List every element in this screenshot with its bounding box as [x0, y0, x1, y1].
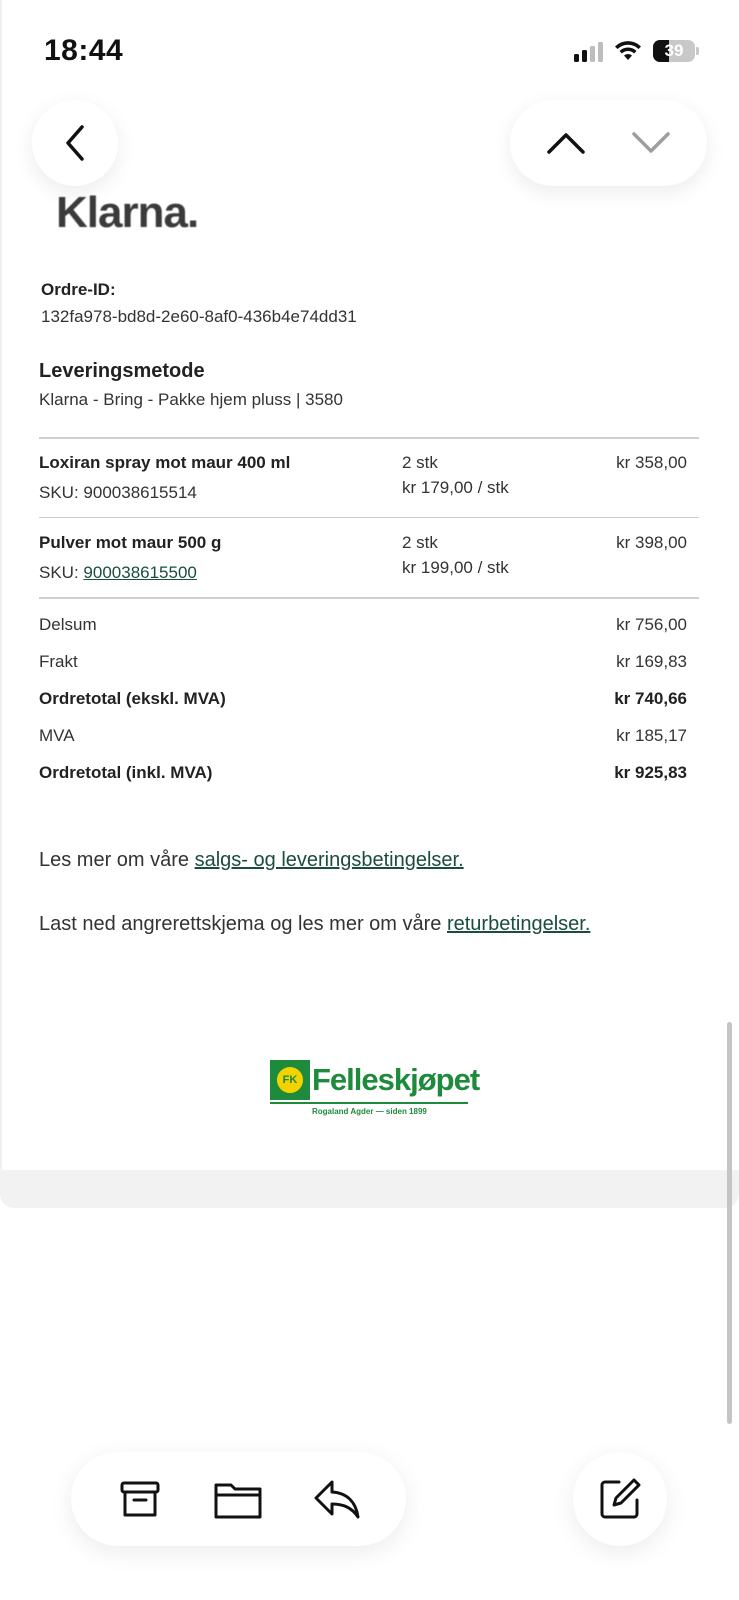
order-item [39, 533, 687, 603]
item-sku: SKU: 900038615514 [39, 483, 197, 502]
total-excl-vat-value: kr 740,66 [614, 689, 687, 708]
vat-label: MVA [39, 726, 75, 745]
battery-icon [653, 40, 699, 62]
felleskjopet-logo [270, 1060, 480, 1118]
klarna-logo: Klarna. [56, 188, 199, 237]
shipping-row [39, 652, 687, 676]
chevron-down-icon [631, 130, 671, 156]
return-terms-link[interactable]: returbetingelser. [446, 913, 591, 935]
order-id-value: 132fa978-bd8d-2e60-8af0-436b4e74dd31 [41, 307, 357, 326]
bottom-toolbar [71, 1452, 406, 1546]
wifi-icon [613, 40, 643, 62]
fk-tagline: Rogaland Agder — siden 1899 [312, 1107, 427, 1116]
divider [39, 597, 699, 599]
item-unit-price: kr 199,00 / stk [402, 558, 509, 577]
back-button[interactable] [32, 100, 118, 186]
item-price: kr 358,00 [616, 453, 687, 472]
subtotal-label: Delsum [39, 615, 97, 634]
vat-row [39, 726, 687, 750]
order-item [39, 453, 687, 523]
item-price: kr 398,00 [616, 533, 687, 552]
shipping-value: kr 169,83 [616, 652, 687, 671]
item-unit-price: kr 179,00 / stk [402, 478, 509, 497]
total-incl-vat-row [39, 763, 687, 787]
fk-brand-name: Felleskjøpet [312, 1062, 480, 1097]
fk-badge: FK [270, 1060, 310, 1100]
subtotal-value: kr 756,00 [616, 615, 687, 634]
divider [39, 437, 699, 439]
item-sku-link[interactable]: 900038615500 [83, 563, 197, 582]
order-id-label: Ordre-ID: [41, 280, 116, 299]
return-terms-text: Last ned angrerettskjema og les mer om våre returbetingelser. [39, 913, 591, 935]
compose-button[interactable] [573, 1452, 667, 1546]
scrollbar[interactable] [727, 1022, 732, 1424]
subtotal-row [39, 615, 687, 639]
reply-button[interactable] [302, 1464, 372, 1534]
divider [39, 517, 699, 518]
total-excl-vat-row [39, 689, 687, 713]
total-incl-vat-label: Ordretotal (inkl. MVA) [39, 763, 213, 782]
folder-icon [213, 1477, 263, 1521]
delivery-method-value: Klarna - Bring - Pakke hjem pluss | 3580 [39, 390, 343, 409]
item-quantity: 2 stk [402, 453, 438, 472]
mail-card-edge [0, 0, 2, 1190]
battery-level: 39 [664, 41, 684, 60]
fk-underline [270, 1102, 468, 1104]
item-sku-number: 900038615514 [83, 483, 197, 502]
sales-terms-link[interactable]: salgs- og leveringsbetingelser. [194, 849, 464, 871]
status-time: 18:44 [44, 34, 124, 67]
item-sku: SKU: 900038615500 [39, 563, 197, 582]
archive-button[interactable] [105, 1464, 175, 1534]
archive-icon [118, 1477, 162, 1521]
previous-message-button[interactable] [531, 108, 601, 178]
item-name: Loxiran spray mot maur 400 ml [39, 453, 291, 472]
message-navigation [510, 100, 707, 186]
sales-terms-text: Les mer om våre salgs- og leveringsbetingelser. [39, 849, 464, 871]
shipping-label: Frakt [39, 652, 78, 671]
status-bar [0, 0, 739, 100]
mail-card-bottom [0, 1170, 739, 1208]
next-message-button[interactable] [616, 108, 686, 178]
status-icons [574, 40, 699, 62]
cellular-signal-icon [574, 40, 603, 62]
item-name: Pulver mot maur 500 g [39, 533, 222, 552]
vat-value: kr 185,17 [616, 726, 687, 745]
chevron-left-icon [60, 123, 90, 163]
chevron-up-icon [546, 130, 586, 156]
total-excl-vat-label: Ordretotal (ekskl. MVA) [39, 689, 226, 708]
reply-icon [312, 1477, 362, 1521]
compose-icon [597, 1476, 643, 1522]
move-to-folder-button[interactable] [203, 1464, 273, 1534]
delivery-method-title: Leveringsmetode [39, 360, 205, 382]
total-incl-vat-value: kr 925,83 [614, 763, 687, 782]
item-quantity: 2 stk [402, 533, 438, 552]
